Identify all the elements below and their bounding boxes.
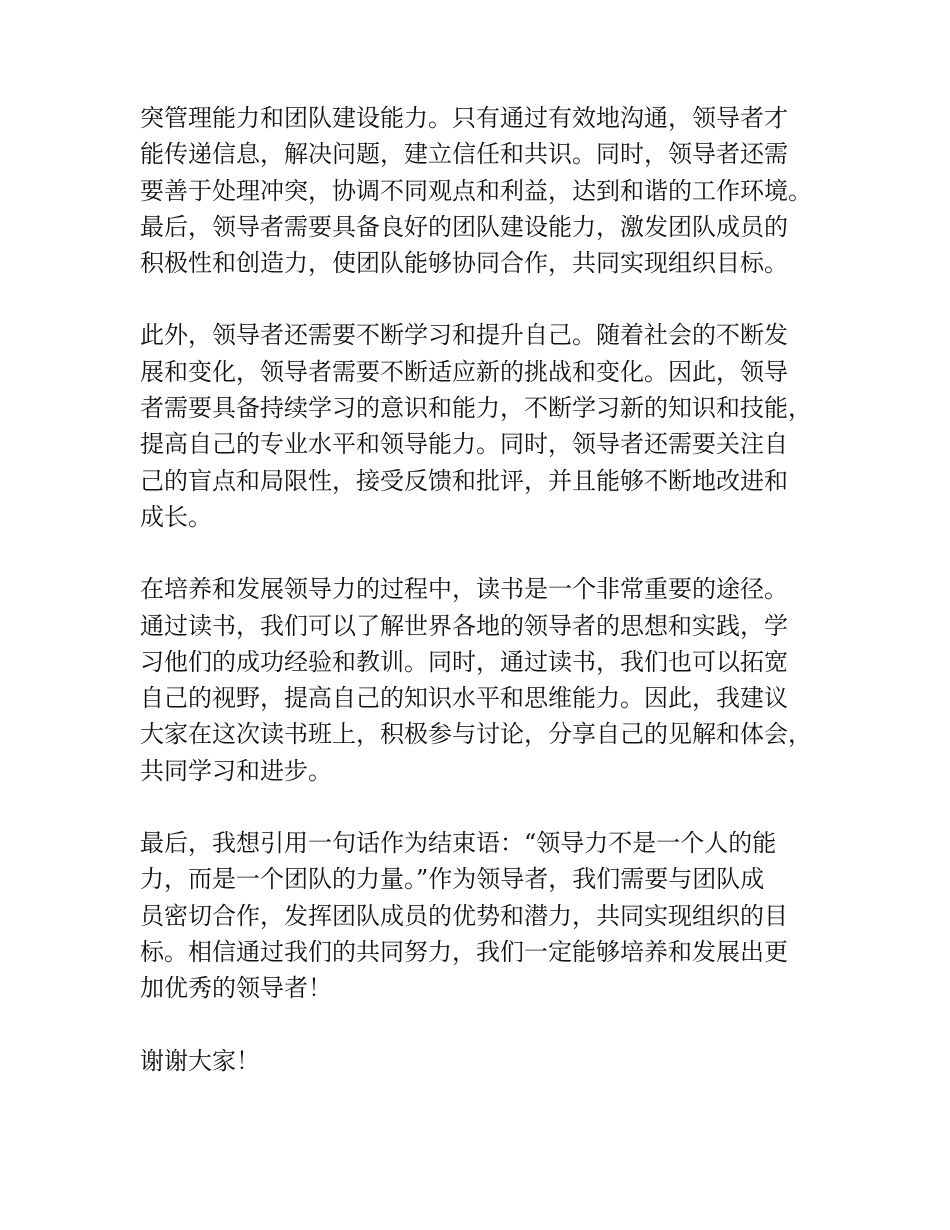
document-page: [140, 100, 820, 1115]
paragraph-line: 成长。: [140, 502, 212, 531]
paragraph-4: [140, 825, 820, 1006]
paragraph-line: 提高自己的专业水平和领导能力。同时，领导者还需要关注自: [140, 430, 788, 459]
paragraph-5: [140, 1043, 820, 1079]
paragraph-line: 习他们的成功经验和教训。同时，通过读书，我们也可以拓宽: [140, 647, 788, 676]
paragraph-line: 通过读书，我们可以了解世界各地的领导者的思想和实践，学: [140, 611, 788, 640]
paragraph-line: 加优秀的领导者！: [140, 974, 332, 1003]
paragraph-line: 者需要具备持续学习的意识和能力，不断学习新的知识和技能，: [140, 394, 812, 423]
paragraph-line: 大家在这次读书班上，积极参与讨论，分享自己的见解和体会，: [140, 720, 812, 749]
paragraph-line: 己的盲点和局限性，接受反馈和批评，并且能够不断地改进和: [140, 466, 788, 495]
paragraph-line: 要善于处理冲突，协调不同观点和利益，达到和谐的工作环境。: [140, 176, 812, 205]
paragraph-line: 共同学习和进步。: [140, 756, 332, 785]
paragraph-line: 最后，我想引用一句话作为结束语：“领导力不是一个人的能: [140, 829, 777, 858]
paragraph-line: 谢谢大家！: [140, 1046, 260, 1075]
paragraph-line: 自己的视野，提高自己的知识水平和思维能力。因此，我建议: [140, 684, 788, 713]
paragraph-line: 员密切合作，发挥团队成员的优势和潜力，共同实现组织的目: [140, 901, 788, 930]
paragraph-line: 积极性和创造力，使团队能够协同合作，共同实现组织目标。: [140, 249, 788, 278]
paragraph-line: 能传递信息，解决问题，建立信任和共识。同时，领导者还需: [140, 140, 788, 169]
paragraph-line: 此外，领导者还需要不断学习和提升自己。随着社会的不断发: [140, 321, 788, 350]
paragraph-line: 展和变化，领导者需要不断适应新的挑战和变化。因此，领导: [140, 357, 788, 386]
paragraph-1: [140, 100, 820, 281]
paragraph-line: 标。相信通过我们的共同努力，我们一定能够培养和发展出更: [140, 937, 788, 966]
paragraph-line: 最后，领导者需要具备良好的团队建设能力，激发团队成员的: [140, 212, 788, 241]
paragraph-3: [140, 571, 820, 789]
paragraph-line: 在培养和发展领导力的过程中，读书是一个非常重要的途径。: [140, 575, 788, 604]
paragraph-2: [140, 317, 820, 535]
paragraph-line: 力，而是一个团队的力量。”作为领导者，我们需要与团队成: [140, 865, 765, 894]
paragraph-line: 突管理能力和团队建设能力。只有通过有效地沟通，领导者才: [140, 104, 788, 132]
